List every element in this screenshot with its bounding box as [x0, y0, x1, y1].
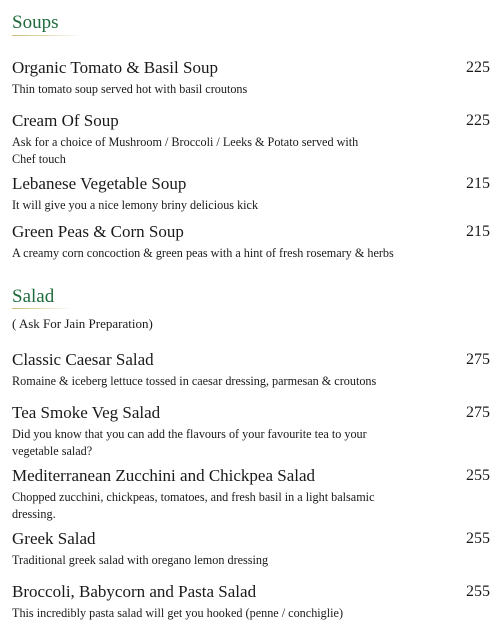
menu-item: [12, 174, 490, 214]
item-description: It will give you a nice lemony briny delicious kick: [12, 198, 259, 212]
item-name: Green Peas & Corn Soup: [12, 222, 184, 241]
section-title-salad: Salad: [12, 286, 55, 307]
item-name: Lebanese Vegetable Soup: [12, 174, 187, 193]
item-name: Mediterranean Zucchini and Chickpea Salad: [12, 466, 316, 485]
menu-item: [12, 111, 490, 168]
item-name: Greek Salad: [12, 529, 96, 548]
item-name: Cream Of Soup: [12, 111, 119, 130]
item-price: 255: [466, 583, 490, 600]
item-description: Traditional greek salad with oregano lemon dressing: [12, 553, 269, 567]
section-title-soups: Soups: [12, 12, 59, 33]
item-description: Thin tomato soup served hot with basil croutons: [12, 82, 248, 96]
menu-item: [12, 466, 490, 523]
item-description: Ask for a choice of Mushroom / Broccoli / Leeks & Potato served with Chef touch: [12, 135, 359, 166]
jain-note: ( Ask For Jain Preparation): [12, 316, 153, 331]
section-divider: [12, 308, 72, 309]
menu-item: [12, 582, 490, 622]
menu-item: [12, 529, 490, 569]
item-price: 255: [466, 530, 490, 547]
item-price: 255: [466, 467, 490, 484]
item-description: This incredibly pasta salad will get you hooked (penne / conchiglie): [12, 606, 344, 620]
item-description: A creamy corn concoction & green peas with a hint of fresh rosemary & herbs: [12, 246, 394, 260]
menu-item: [12, 58, 490, 98]
menu-item: [12, 222, 490, 262]
item-price: 275: [466, 351, 490, 368]
menu-item: [12, 403, 490, 460]
item-name: Classic Caesar Salad: [12, 350, 154, 369]
item-description: Did you know that you can add the flavours of your favourite tea to your vegetable salad?: [12, 427, 367, 458]
menu-item: [12, 350, 490, 390]
item-price: 215: [466, 223, 490, 240]
item-name: Tea Smoke Veg Salad: [12, 403, 161, 422]
item-price: 225: [466, 112, 490, 129]
item-description: Chopped zucchini, chickpeas, tomatoes, and fresh basil in a light balsamic dressing.: [12, 490, 375, 521]
item-description: Romaine & iceberg lettuce tossed in caesar dressing, parmesan & croutons: [12, 374, 377, 388]
section-divider: [12, 35, 82, 36]
item-price: 215: [466, 175, 490, 192]
item-name: Organic Tomato & Basil Soup: [12, 58, 218, 77]
item-price: 225: [466, 59, 490, 76]
item-name: Broccoli, Babycorn and Pasta Salad: [12, 582, 257, 601]
item-price: 275: [466, 404, 490, 421]
